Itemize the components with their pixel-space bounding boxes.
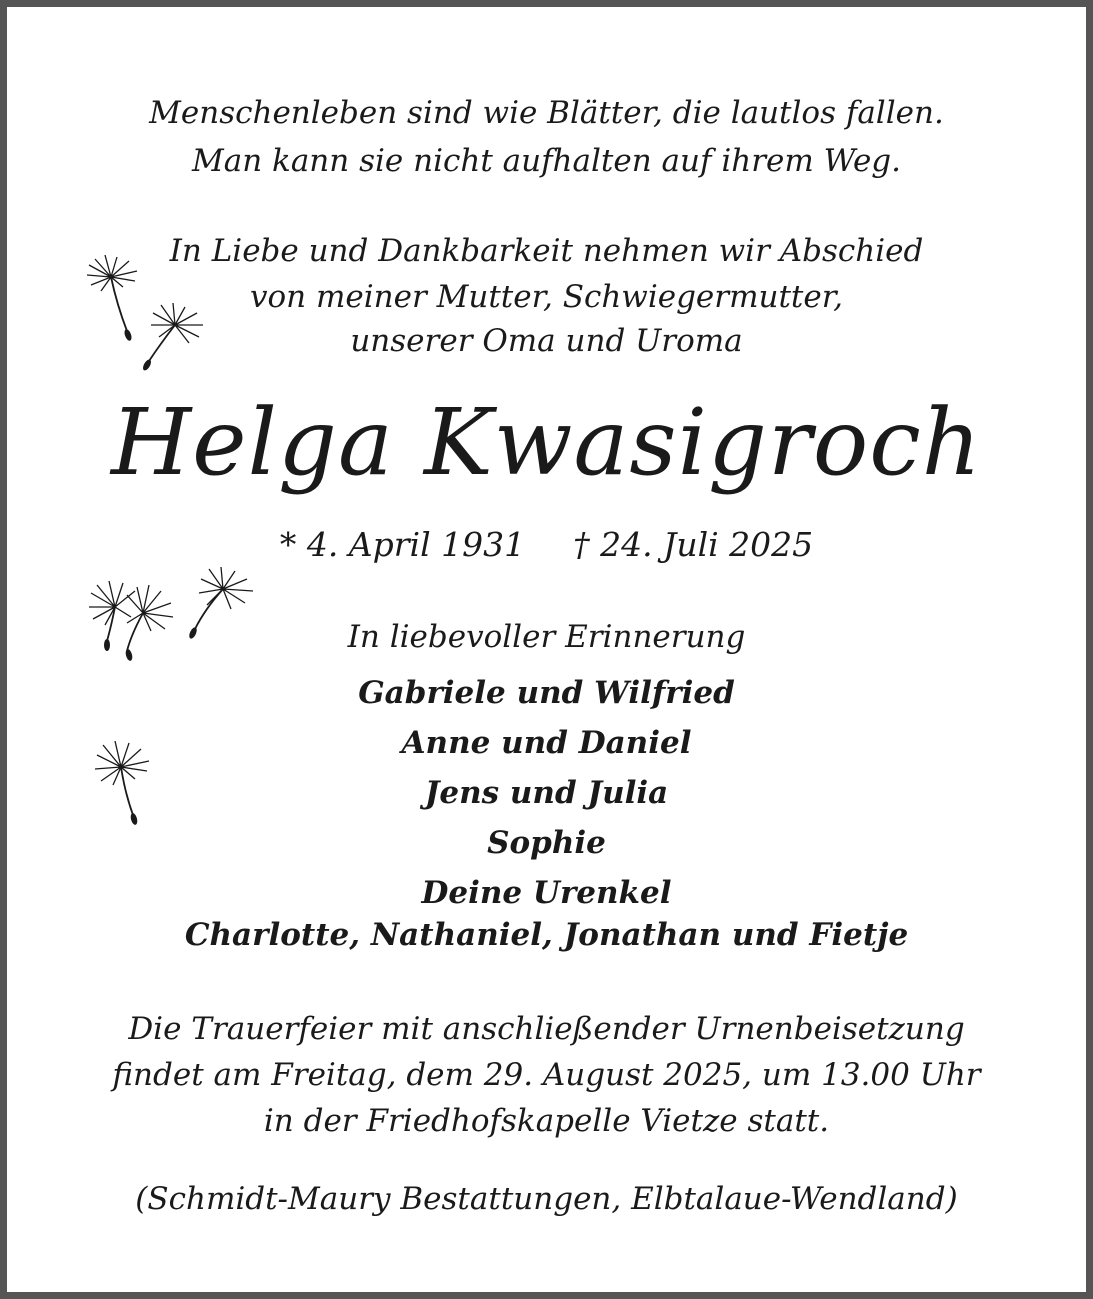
mourner-line-3: Jens und Julia — [424, 775, 669, 811]
deceased-name: Helga Kwasigroch — [110, 389, 983, 496]
ceremony-line-1: Die Trauerfeier mit anschließender Urnenbeisetzung — [128, 1011, 965, 1047]
farewell-line-3: unserer Oma und Uroma — [350, 323, 743, 359]
notice-content — [7, 7, 1086, 1292]
mourner-line-1: Gabriele und Wilfried — [358, 675, 735, 711]
ceremony-line-3: in der Friedhofskapelle Vietze statt. — [263, 1103, 830, 1139]
death-date: † 24. Juli 2025 — [573, 525, 814, 564]
undertaker-line: (Schmidt-Maury Bestattungen, Elbtalaue-Wendland) — [135, 1181, 958, 1217]
life-dates — [7, 525, 1086, 564]
ceremony-line-2: findet am Freitag, dem 29. August 2025, um 13.00 Uhr — [112, 1057, 981, 1093]
verse-line-2: Man kann sie nicht aufhalten auf ihrem Weg. — [192, 143, 901, 179]
mourner-line-4: Sophie — [487, 825, 606, 861]
farewell-line-2: von meiner Mutter, Schwiegermutter, — [250, 279, 843, 315]
mourner-line-2: Anne und Daniel — [401, 725, 692, 761]
mourner-line-5: Deine Urenkel — [421, 875, 672, 911]
farewell-line-1: In Liebe und Dankbarkeit nehmen wir Abschied — [169, 233, 924, 269]
verse-line-1: Menschenleben sind wie Blätter, die lautlos fallen. — [149, 95, 944, 131]
mourner-line-6: Charlotte, Nathaniel, Jonathan und Fietje — [184, 917, 909, 953]
birth-date: * 4. April 1931 — [279, 525, 526, 564]
remembrance-line: In liebevoller Erinnerung — [347, 619, 746, 655]
